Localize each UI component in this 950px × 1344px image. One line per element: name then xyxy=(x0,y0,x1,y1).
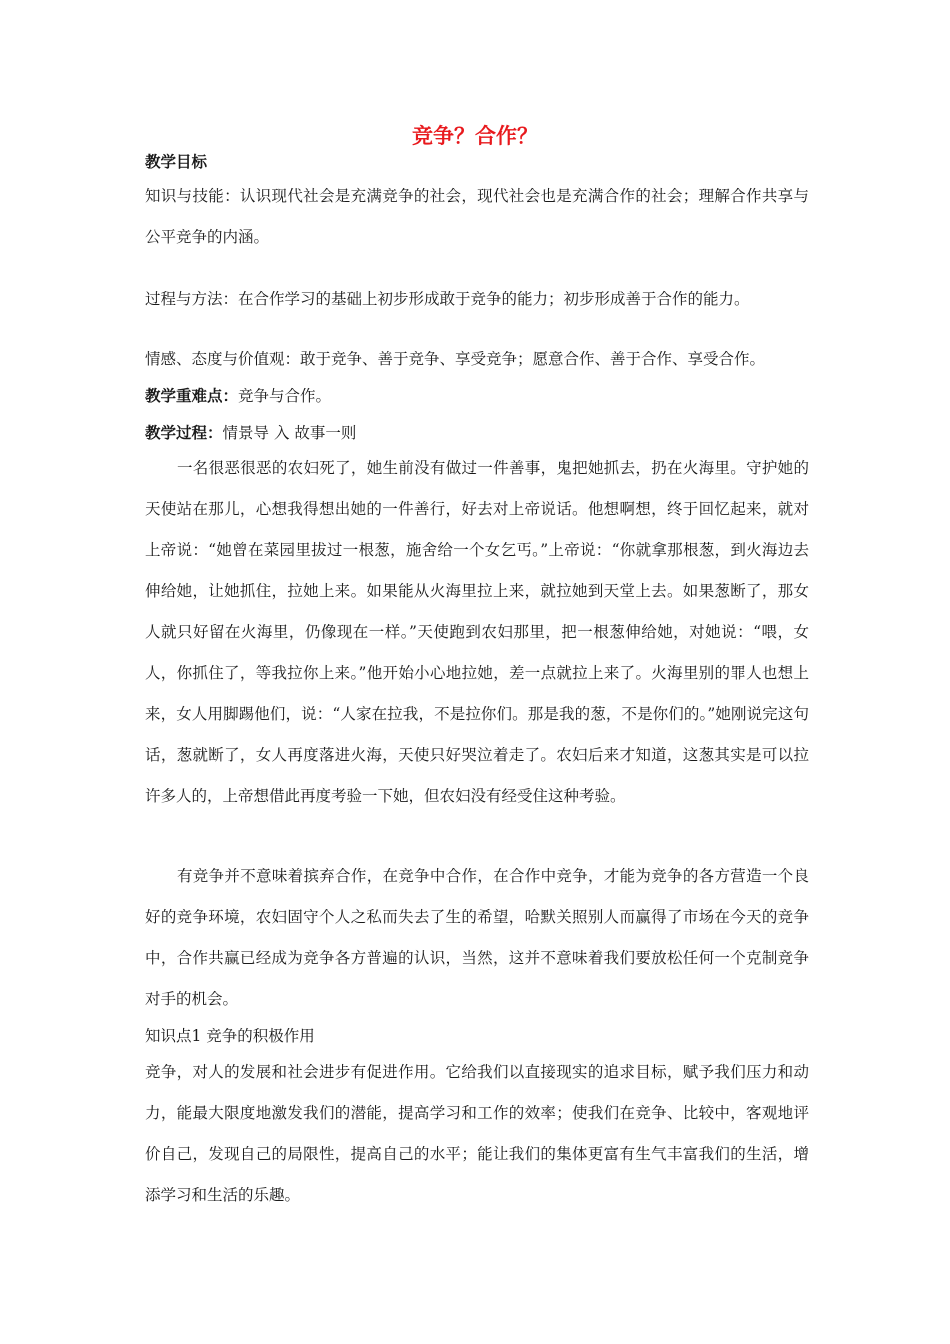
teaching-process-text: 情景导 入 故事一则 xyxy=(222,424,357,442)
knowledge-skills-paragraph: 知识与技能：认识现代社会是充满竞争的社会，现代社会也是充满合作的社会；理解合作共享与公平竞争的内涵。 xyxy=(145,187,809,246)
emotion-values-paragraph: 情感、态度与价值观：敢于竞争、善于竞争、享受竞争；愿意合作、善于合作、享受合作。 xyxy=(145,350,766,368)
key-points-label: 教学重难点： xyxy=(145,387,239,405)
process-method-paragraph: 过程与方法：在合作学习的基础上初步形成敢于竞争的能力；初步形成善于合作的能力。 xyxy=(145,290,750,308)
document-title: 竞争？合作？ xyxy=(412,124,538,148)
knowledge-point-1-heading: 知识点1 竞争的积极作用 xyxy=(145,1027,315,1045)
key-points-line xyxy=(145,385,331,407)
key-points-text: 竞争与合作。 xyxy=(238,387,332,405)
teaching-process-label: 教学过程： xyxy=(145,424,223,442)
knowledge-point-1-paragraph: 竞争，对人的发展和社会进步有促进作用。它给我们以直接现实的追求目标，赋予我们压力和动力，能最大限度地激发我们的潜能，提高学习和工作的效率；使我们在竞争、比较中，客观地评价自己，发现自己的局限性，提高自己的水平；能让我们的集体更富有生气丰富我们的生活，增添学习和生活的乐趣。 xyxy=(145,1063,809,1204)
reflection-paragraph: 有竞争并不意味着摈弃合作，在竞争中合作，在合作中竞争，才能为竞争的各方营造一个良好的竞争环境，农妇固守个人之私而失去了生的希望，哈默关照别人而赢得了市场在今天的竞争中，合作共赢已经成为竞争各方普遍的认识，当然，这并不意味着我们要放松任何一个克制竞争对手的机会。 xyxy=(145,867,809,1008)
teaching-process-line xyxy=(145,422,356,444)
story-paragraph: 一名很恶很恶的农妇死了，她生前没有做过一件善事，鬼把她抓去，扔在火海里。守护她的天使站在那儿，心想我得想出她的一件善行，好去对上帝说话。他想啊想，终于回忆起来，就对上帝说：“她曾在菜园里拔过一根葱，施舍给一个女乞丐。”上帝说：“你就拿那根葱，到火海边去伸给她，让她抓住，拉她上来。如果能从火海里拉上来，就拉她到天堂上去。如果葱断了，那女人就只好留在火海里，仍像现在一样。”天使跑到农妇那里，把一根葱伸给她，对她说：“喂，女人，你抓住了，等我拉你上来。”他开始小心地拉她，差一点就拉上来了。火海里别的罪人也想上来，女人用脚踢他们，说：“人家在拉我，不是拉你们。那是我的葱，不是你们的。”她刚说完这句话，葱就断了，女人再度落进火海，天使只好哭泣着走了。农妇后来才知道，这葱其实是可以拉许多人的，上帝想借此再度考验一下她，但农妇没有经受住这种考验。 xyxy=(145,459,809,805)
objectives-heading: 教学目标 xyxy=(145,153,208,171)
